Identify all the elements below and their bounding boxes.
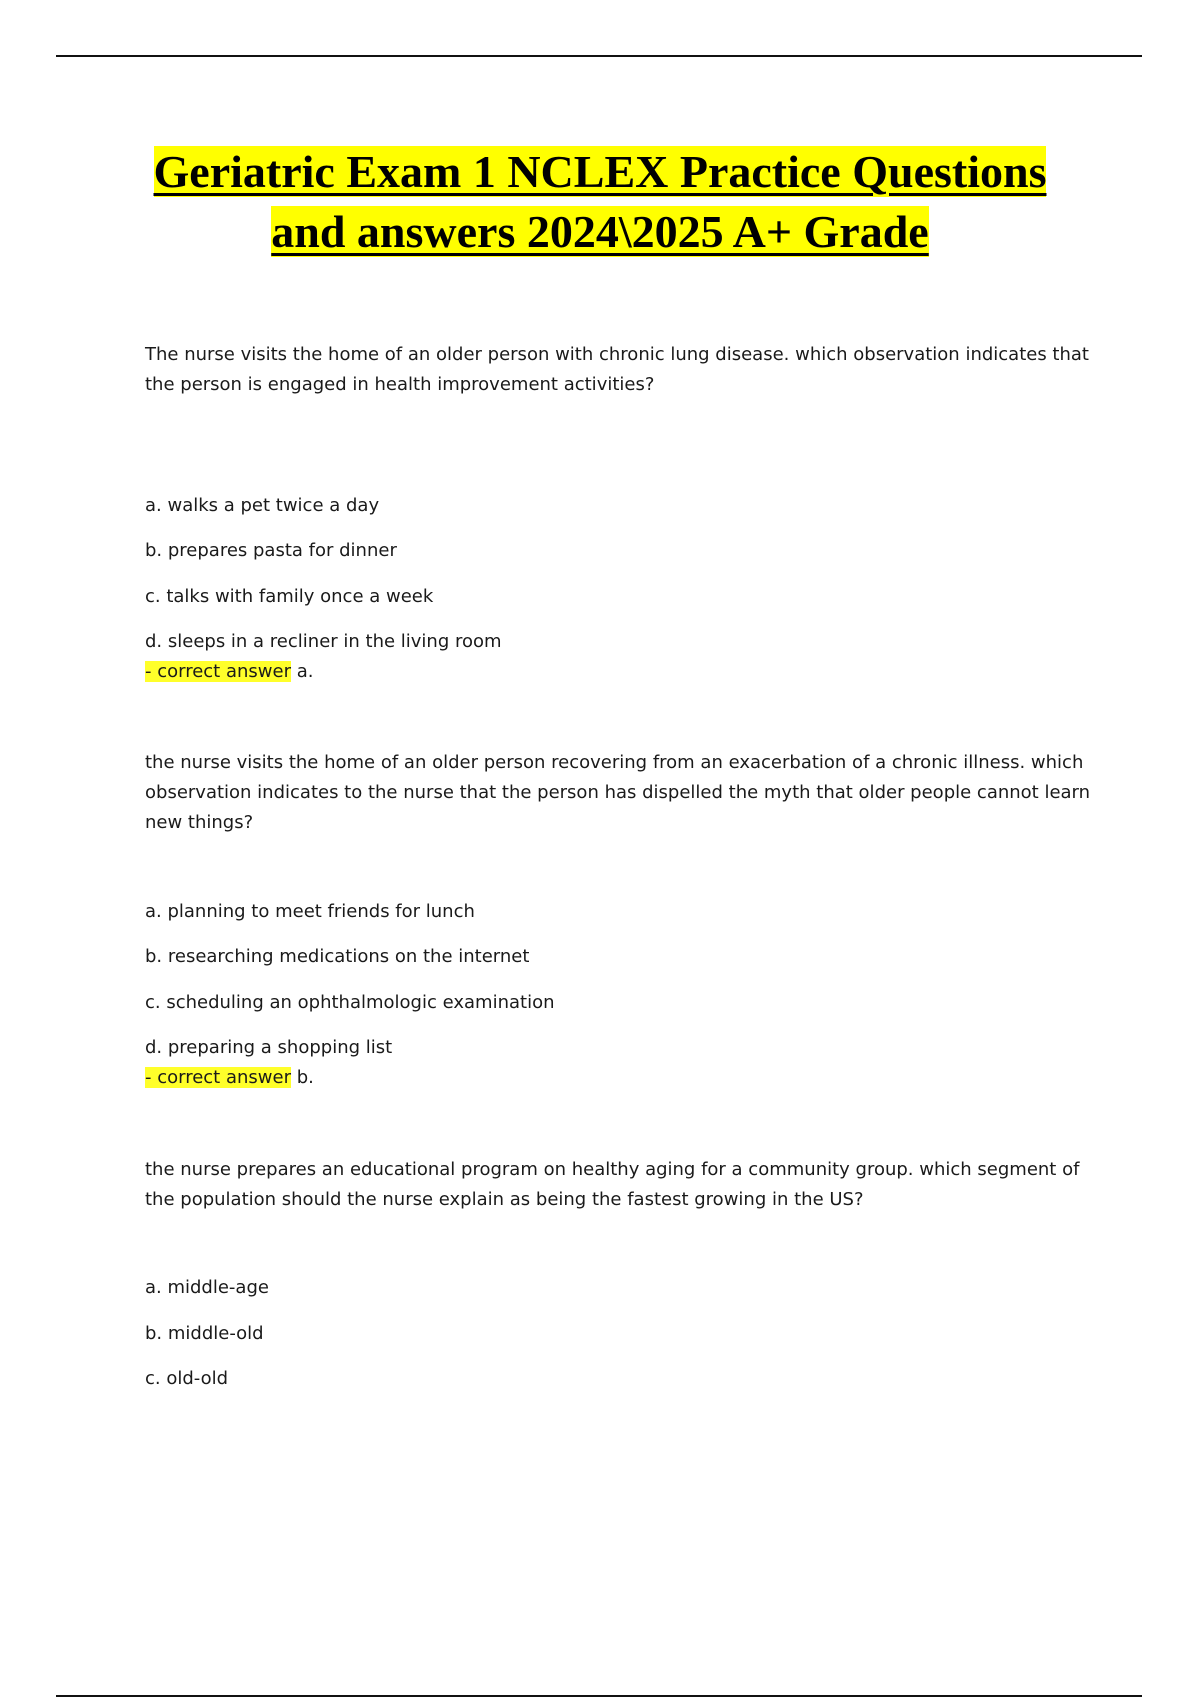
option-item: c. scheduling an ophthalmologic examination <box>145 992 555 1013</box>
question-text: the nurse prepares an educational program on healthy aging for a community group. which segment of the population should the nurse explain as being the fastest growing in the US? <box>145 1159 1080 1210</box>
correct-answer-label: - correct answer <box>145 661 291 682</box>
question-text: The nurse visits the home of an older person with chronic lung disease. which observation indicates that the person is engaged in health improvement activities? <box>145 344 1089 395</box>
question-block <box>145 340 1095 400</box>
option-item: c. old-old <box>145 1368 229 1389</box>
document-title <box>60 142 1140 262</box>
correct-answer <box>145 1065 314 1091</box>
question-block <box>145 748 1095 838</box>
option-item: b. prepares pasta for dinner <box>145 540 397 561</box>
question-block <box>145 1155 1095 1215</box>
correct-answer <box>145 659 313 685</box>
correct-answer-value: b. <box>290 1067 314 1088</box>
option-item: a. middle-age <box>145 1277 269 1298</box>
option-item: d. preparing a shopping list <box>145 1037 393 1058</box>
title-line-1: Geriatric Exam 1 NCLEX Practice Questions <box>153 146 1047 197</box>
title-line-2: and answers 2024\2025 A+ Grade <box>271 206 929 257</box>
bottom-rule <box>56 1695 1142 1697</box>
option-item: c. talks with family once a week <box>145 586 434 607</box>
option-item: b. researching medications on the internet <box>145 946 530 967</box>
top-rule <box>56 55 1142 57</box>
option-item: d. sleeps in a recliner in the living room <box>145 631 502 652</box>
option-item: a. walks a pet twice a day <box>145 495 380 516</box>
question-text: the nurse visits the home of an older person recovering from an exacerbation of a chronic illness. which observation indicates to the nurse that the person has dispelled the myth that older people cannot learn new things? <box>145 752 1091 833</box>
option-item: b. middle-old <box>145 1323 264 1344</box>
option-item: a. planning to meet friends for lunch <box>145 901 475 922</box>
correct-answer-value: a. <box>290 661 314 682</box>
correct-answer-label: - correct answer <box>145 1067 291 1088</box>
